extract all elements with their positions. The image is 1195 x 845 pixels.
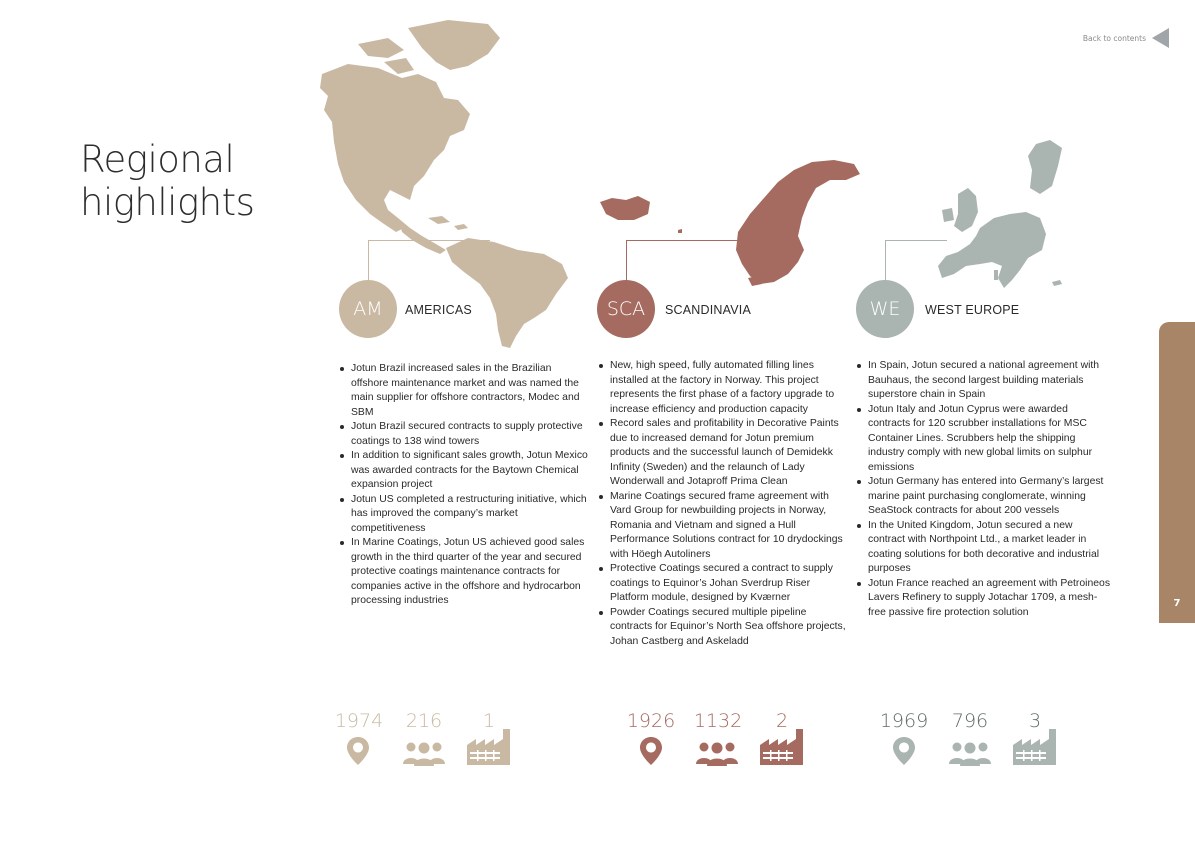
list-item: In the United Kingdom, Jotun secured a new contract with Northpoint Ltd., a market leader in coating solutions for both decorative and industrial purposes: [868, 519, 1110, 577]
scandinavia-connector-horizontal: [626, 240, 742, 241]
west-europe-highlights-list: [856, 359, 1110, 620]
factory-icon: [1012, 728, 1058, 766]
location-pin-icon: [346, 736, 370, 766]
section-tab-label: INTRODUCTION: [1169, 682, 1180, 772]
people-icon: [402, 740, 446, 766]
west-europe-year-established: 1969: [879, 710, 929, 732]
list-item: New, high speed, fully automated filling lines installed at the factory in Norway. This project represents the first phase of a factory upgrade to increase efficiency and production capacity: [610, 359, 850, 417]
west-europe-factory-count: 3: [1028, 710, 1042, 732]
list-item: Record sales and profitability in Decorative Paints due to increased demand for Jotun premium products and the successful launch of Demidekk Infinity (Sweden) and the relaunch of Lady Wonderwall and Jotaproff Prima Clean: [610, 417, 850, 490]
list-item: Powder Coatings secured multiple pipeline contracts for Equinor’s North Sea offshore projects, Johan Castberg and Askeladd: [610, 606, 850, 650]
factory-icon: [466, 728, 512, 766]
americas-highlights-list: [339, 362, 591, 609]
scandinavia-factory-count: 2: [775, 710, 789, 732]
list-item: In Spain, Jotun secured a national agreement with Bauhaus, the second largest building materials superstore chain in Spain: [868, 359, 1110, 403]
americas-badge: AM: [339, 280, 397, 338]
location-pin-icon: [639, 736, 663, 766]
americas-connector-horizontal: [368, 240, 490, 241]
section-tab[interactable]: [1159, 322, 1195, 772]
west-europe-employee-count: 796: [951, 710, 989, 732]
list-item: In addition to significant sales growth, Jotun Mexico was awarded contracts for the Baytown Chemical expansion project: [351, 449, 591, 493]
scandinavia-connector-vertical: [626, 240, 627, 282]
americas-factory-count: 1: [482, 710, 496, 732]
scandinavia-employee-count: 1132: [693, 710, 743, 732]
people-icon: [948, 740, 992, 766]
people-icon: [695, 740, 739, 766]
americas-year-established: 1974: [334, 710, 384, 732]
list-item: Protective Coatings secured a contract to supply coatings to Equinor’s Johan Sverdrup Riser Platform module, designed by Kværner: [610, 562, 850, 606]
list-item: In Marine Coatings, Jotun US achieved good sales growth in the third quarter of the year and secured protective coatings maintenance contracts for companies active in the offshore and hydrocarbon processing industries: [351, 536, 591, 609]
west-europe-connector-horizontal: [885, 240, 947, 241]
location-pin-icon: [892, 736, 916, 766]
back-to-contents-link[interactable]: [1083, 28, 1169, 48]
list-item: Jotun Germany has entered into Germany’s largest marine paint purchasing conglomerate, winning SeaStock contracts for about 200 vessels: [868, 475, 1110, 519]
scandinavia-highlights-list: [598, 359, 850, 649]
list-item: Jotun Italy and Jotun Cyprus were awarded contracts for 120 scrubber installations for MSC Container Lines. Scrubbers help the shipping industry comply with new global limits on sulphur emissions: [868, 403, 1110, 476]
list-item: Marine Coatings secured frame agreement with Vard Group for newbuilding projects in Norway, Romania and Vietnam and signed a Hull Performance Solutions contract for 10 drydockings with Höegh Autoliners: [610, 490, 850, 563]
title-line-1: Regional: [80, 138, 235, 181]
back-to-contents-label: Back to contents: [1082, 33, 1146, 43]
west-europe-region-name: WEST EUROPE: [925, 303, 1020, 317]
scandinavia-year-established: 1926: [626, 710, 676, 732]
page-title: [80, 138, 254, 224]
list-item: Jotun US completed a restructuring initiative, which has improved the company’s market competitiveness: [351, 493, 591, 537]
west-europe-map-icon: [936, 138, 1066, 290]
title-line-2: highlights: [80, 181, 255, 224]
page-number: 7: [1173, 598, 1181, 609]
scandinavia-badge: SCA: [597, 280, 655, 338]
list-item: Jotun France reached an agreement with Petroineos Lavers Refinery to supply Jotachar 1709, a mesh-free passive fire protection solution: [868, 577, 1110, 621]
west-europe-connector-vertical: [885, 240, 886, 282]
americas-connector-vertical: [368, 240, 369, 282]
list-item: Jotun Brazil increased sales in the Brazilian offshore maintenance market and was named the main supplier for offshore contractors, Modec and SBM: [351, 362, 591, 420]
scandinavia-map-icon: [598, 158, 862, 286]
list-item: Jotun Brazil secured contracts to supply protective coatings to 138 wind towers: [351, 420, 591, 449]
americas-employee-count: 216: [405, 710, 443, 732]
factory-icon: [759, 728, 805, 766]
scandinavia-region-name: SCANDINAVIA: [665, 303, 752, 317]
west-europe-badge: WE: [856, 280, 914, 338]
back-arrow-icon: [1152, 28, 1169, 48]
americas-region-name: AMERICAS: [405, 303, 472, 317]
